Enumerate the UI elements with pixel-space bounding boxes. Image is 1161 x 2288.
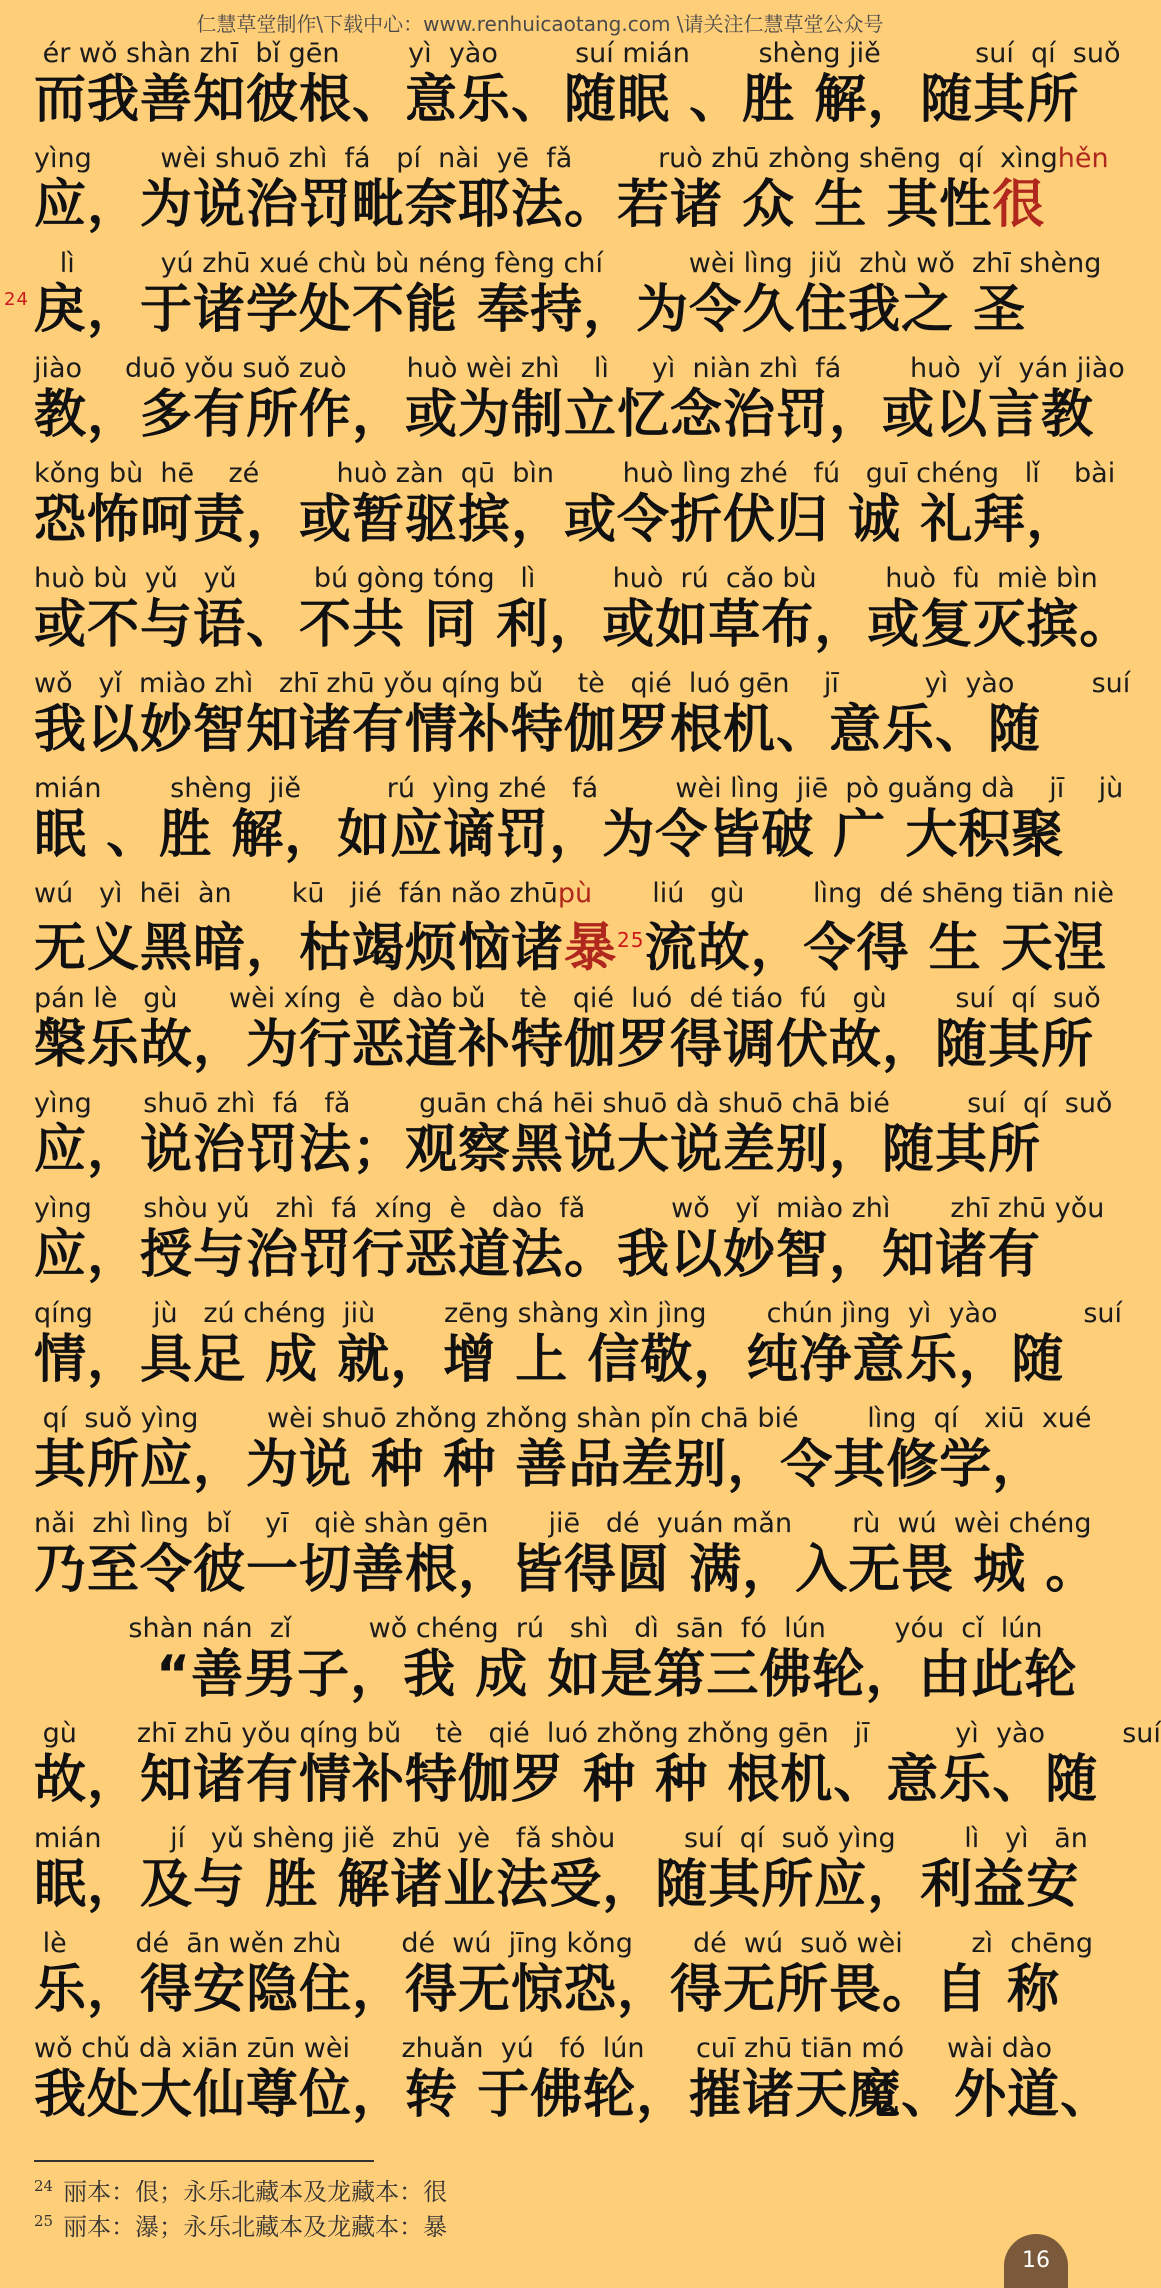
- text-line: [0, 1714, 1161, 1819]
- hanzi-line: 眠，及与 胜 解诸业法受，随其所应，利益安: [34, 1855, 1080, 1915]
- pinyin-line: lì yú zhū xué chù bù néng fèng chí wèi lìng jiǔ zhù wǒ zhī shèng: [34, 248, 1102, 279]
- pinyin-line: mián jí yǔ shèng jiě zhū yè fǎ shòu suí qí suǒ yìng lì yì ān: [34, 1823, 1088, 1854]
- text-line: [0, 139, 1109, 244]
- hanzi-line: 教，多有所作，或为制立忆念治罚，或以言教: [34, 385, 1095, 445]
- text-line: [0, 1294, 1123, 1399]
- hanzi-line: 乃至令彼一切善根，皆得圆 满，入无畏 城 。: [34, 1540, 1099, 1600]
- pinyin-line: pán lè gù wèi xíng è dào bǔ tè qié luó dé tiáo fú gù suí qí suǒ: [34, 983, 1101, 1014]
- text-line: [0, 1924, 1094, 2029]
- hanzi-line: 乐，得安隐住，得无惊恐，得无所畏。自 称: [34, 1960, 1061, 2020]
- footnote-marker: 25: [617, 928, 645, 952]
- pinyin-line: yìng shuō zhì fá fǎ guān chá hēi shuō dà shuō chā bié suí qí suǒ: [34, 1088, 1113, 1119]
- pinyin-line: ér wǒ shàn zhī bǐ gēn yì yào suí mián shèng jiě suí qí suǒ: [34, 38, 1121, 69]
- scripture-body: [0, 34, 1161, 2134]
- pinyin-line: wǒ yǐ miào zhì zhī zhū yǒu qíng bǔ tè qié luó gēn jī yì yào suí: [34, 668, 1131, 699]
- page-header: 仁慧草堂制作\下载中心：www.renhuicaotang.com \请关注仁慧草堂公众号: [196, 12, 884, 36]
- text-line: [0, 34, 1121, 139]
- pinyin-line: wǒ chǔ dà xiān zūn wèi zhuǎn yú fó lún cuī zhū tiān mó wài dào: [34, 2033, 1052, 2064]
- pinyin-line: wú yì hēi àn kū jié fán nǎo zhūpù liú gù lìng dé shēng tiān niè: [34, 878, 1114, 909]
- hanzi-line: 情，具足 成 就，增 上 信敬，纯净意乐，随: [34, 1330, 1065, 1390]
- pinyin-line: shàn nán zǐ wǒ chéng rú shì dì sān fó lún yóu cǐ lún: [34, 1613, 1043, 1644]
- hanzi-line: 恐怖呵责，或暂驱摈，或令折伏归 诚 礼拜，: [34, 490, 1080, 550]
- hanzi-line: “善男子，我 成 如是第三佛轮，由此轮: [156, 1645, 1078, 1705]
- hanzi-line: 而我善知彼根、意乐、随眠 、胜 解，随其所: [34, 70, 1080, 130]
- pinyin-line: huò bù yǔ yǔ bú gòng tóng lì huò rú cǎo bù huò fù miè bìn: [34, 563, 1098, 594]
- pinyin-line: mián shèng jiě rú yìng zhé fá wèi lìng jiē pò guǎng dà jī jù: [34, 773, 1124, 804]
- pinyin-line: yìng wèi shuō zhì fá pí nài yē fǎ ruò zhū zhòng shēng qí xìnghěn: [34, 143, 1109, 174]
- text-line: [0, 1189, 1105, 1294]
- footnote-25: $^{25}$ 丽本：瀑；永乐北藏本及龙藏本：暴: [34, 2212, 448, 2241]
- hanzi-line: 或不与语、不共 同 利，或如草布，或复灭摈。: [34, 595, 1133, 655]
- text-line: [0, 349, 1125, 454]
- footnote-24: $^{24}$ 丽本：佷；永乐北藏本及龙藏本：很: [34, 2177, 448, 2206]
- text-line: [0, 244, 1102, 349]
- pinyin-line: gù zhī zhū yǒu qíng bǔ tè qié luó zhǒng zhǒng gēn jī yì yào suí: [34, 1718, 1161, 1749]
- text-line: [0, 664, 1131, 769]
- hanzi-line: 24 戾，于诸学处不能 奉持，为令久住我之 圣: [34, 278, 1046, 344]
- hanzi-line: 我处大仙尊位，转 于佛轮，摧诸天魔、外道、: [34, 2065, 1114, 2125]
- text-line: [0, 1084, 1113, 1189]
- hanzi-line: 应，为说治罚毗奈耶法。若诸 众 生 其性很: [34, 175, 1046, 235]
- pinyin-line: lè dé ān wěn zhù dé wú jīng kǒng dé wú suǒ wèi zì chēng: [34, 1928, 1094, 1959]
- hanzi-line: 无义黑暗，枯竭烦恼诸暴$^{25}$流故，令得 生 天涅: [34, 918, 1107, 979]
- text-line: [0, 769, 1124, 874]
- hanzi-line: 其所应，为说 种 种 善品差别，令其修学，: [34, 1435, 1046, 1495]
- text-line: [0, 979, 1101, 1084]
- text-line: [0, 1504, 1099, 1609]
- text-line: [0, 874, 1114, 979]
- footnote-rule: [34, 2160, 374, 2162]
- pinyin-line: nǎi zhì lìng bǐ yī qiè shàn gēn jiē dé yuán mǎn rù wú wèi chéng: [34, 1508, 1092, 1539]
- text-line: [0, 2029, 1114, 2134]
- pinyin-line: qíng jù zú chéng jiù zēng shàng xìn jìng chún jìng yì yào suí: [34, 1298, 1123, 1329]
- text-line: [0, 559, 1133, 664]
- text-line: [0, 454, 1116, 559]
- text-line: [0, 1399, 1092, 1504]
- hanzi-line: 应，授与治罚行恶道法。我以妙智，知诸有: [34, 1225, 1042, 1285]
- pinyin-line: kǒng bù hē zé huò zàn qū bìn huò lìng zhé fú guī chéng lǐ bài: [34, 458, 1116, 489]
- text-line: [0, 1819, 1088, 1924]
- pinyin-line: yìng shòu yǔ zhì fá xíng è dào fǎ wǒ yǐ miào zhì zhī zhū yǒu: [34, 1193, 1105, 1224]
- footnote-marker: 24: [4, 289, 29, 310]
- text-line: [0, 1609, 1080, 1714]
- hanzi-line: 我以妙智知诸有情补特伽罗根机、意乐、随: [34, 700, 1042, 760]
- hanzi-line: 故，知诸有情补特伽罗 种 种 根机、意乐、随: [34, 1750, 1099, 1810]
- hanzi-line: 应，说治罚法；观察黑说大说差别，随其所: [34, 1120, 1042, 1180]
- pinyin-line: qí suǒ yìng wèi shuō zhǒng zhǒng shàn pǐn chā bié lìng qí xiū xué: [34, 1403, 1092, 1434]
- page-number: 16: [1004, 2234, 1068, 2288]
- hanzi-line: 眠 、胜 解，如应谪罚，为令皆破 广 大积聚: [34, 805, 1065, 865]
- pinyin-line: jiào duō yǒu suǒ zuò huò wèi zhì lì yì niàn zhì fá huò yǐ yán jiào: [34, 353, 1125, 384]
- hanzi-line: 槃乐故，为行恶道补特伽罗得调伏故，随其所: [34, 1015, 1095, 1075]
